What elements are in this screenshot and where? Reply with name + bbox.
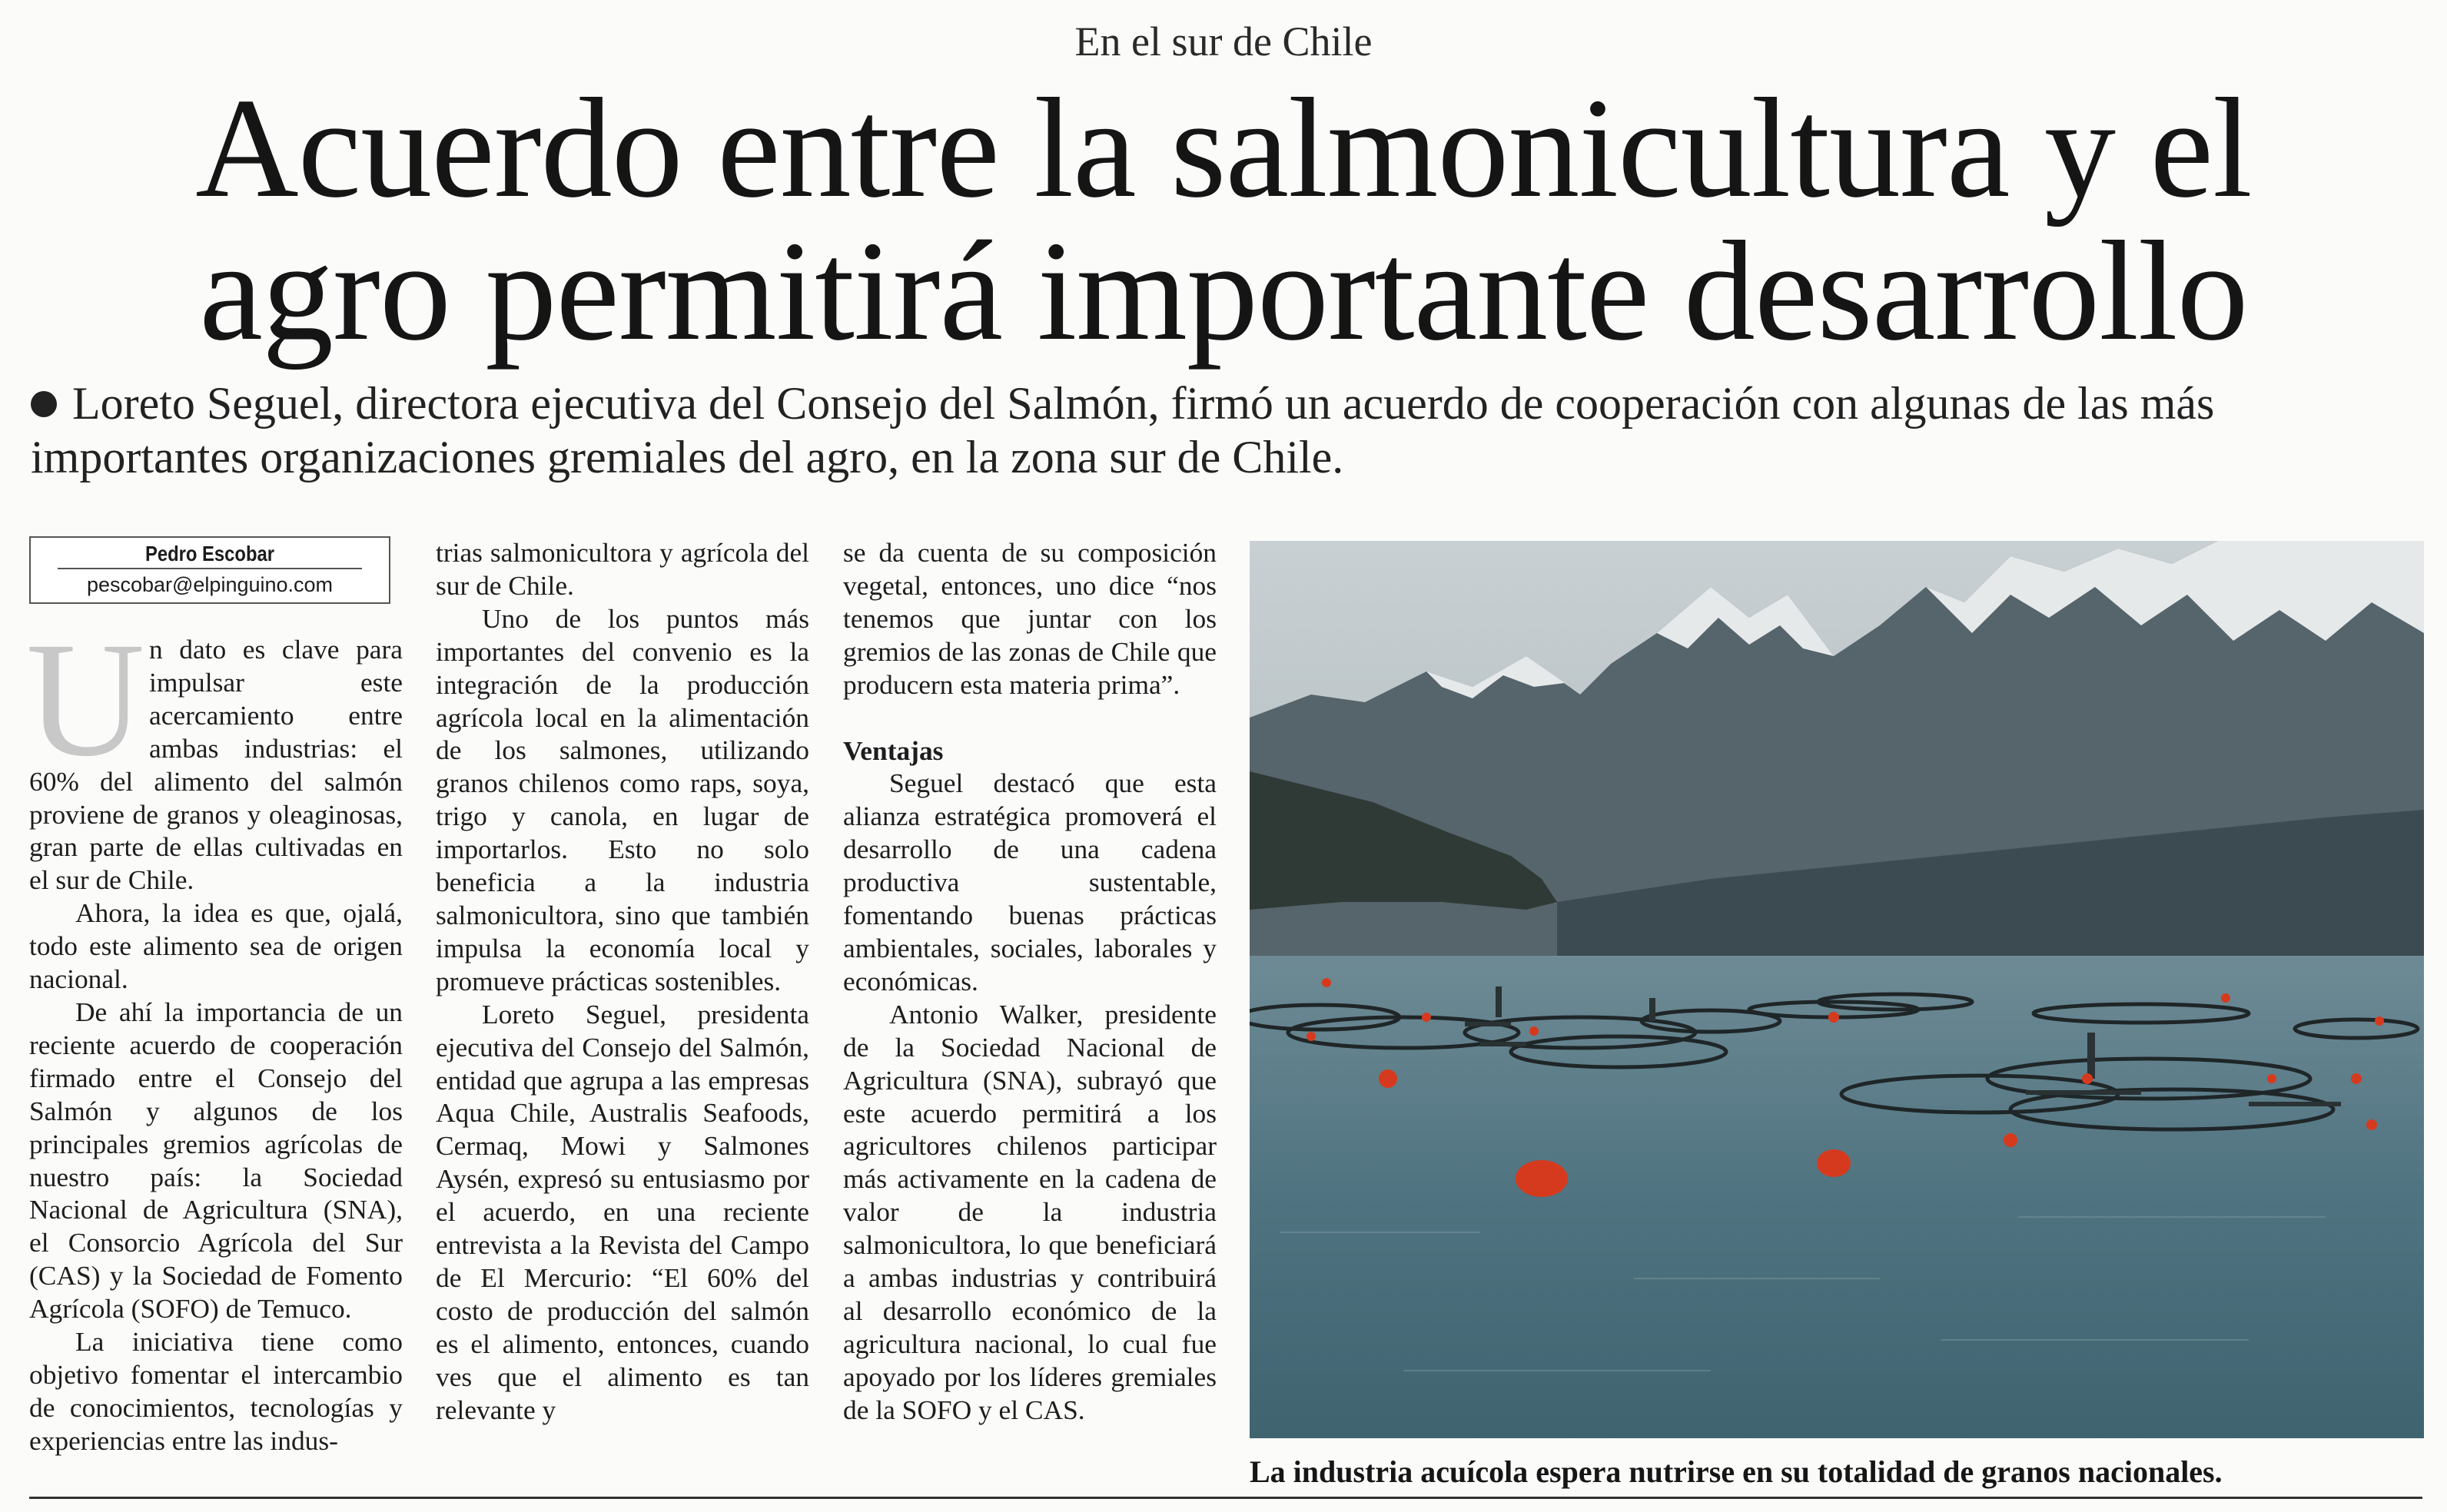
paragraph: La iniciativa tiene como objetivo fomentar el intercambio de conocimientos, tecnologías y experiencias entre las indus- <box>29 1326 403 1456</box>
drop-cap: U <box>26 608 145 791</box>
paragraph: trias salmonicultora y agrícola del sur de Chile. <box>436 537 809 601</box>
lead-summary <box>31 376 2421 484</box>
author-email[interactable]: pescobar@elpinguino.com <box>86 573 334 596</box>
article-column-2 <box>436 536 809 1426</box>
author-name: Pedro Escobar <box>58 538 362 569</box>
paragraph: Seguel destacó que esta alianza estratégica promoverá el desarrollo de una cadena productiva sustentable, fomentando buenas prácticas ambientales, sociales, laborales y económicas. <box>843 768 1217 996</box>
paragraph: Uno de los puntos más importantes del convenio es la integración de la producción agrícola local en la alimentación de los salmones, utilizando granos chilenos como raps, soya, trigo y canola, en lugar de importarlos. Esto no solo beneficia a la industria salmonicultora, sino que también impulsa la economía local y promueve prácticas sostenibles. <box>436 602 809 996</box>
lead-text: Loreto Seguel, directora ejecutiva del Consejo del Salmón, firmó un acuerdo de cooperación con algunas de las más importantes organizaciones gremiales del agro, en la zona sur de Chile. <box>31 378 2215 482</box>
section-subhead: Ventajas <box>843 734 944 766</box>
headline-line-2: agro permitirá importante desarrollo <box>199 212 2248 370</box>
bottom-rule <box>29 1497 2422 1499</box>
byline-box <box>29 536 390 604</box>
paragraph: De ahí la importancia de un reciente acuerdo de cooperación firmado entre el Consejo del Salmón y algunos de los principales gremios agrícolas de nuestro país: la Sociedad Nacional de Agricultura (SNA), el Consorcio Agrícola del Sur (CAS) y la Sociedad de Fomento Agrícola (SOFO) de Temuco. <box>29 996 403 1325</box>
paragraph: n dato es clave para impulsar este acercamiento entre ambas industrias: el 60% del alimento del salmón proviene de granos y oleaginosas, gran parte de ellas cultivadas en el sur de Chile. <box>29 634 403 896</box>
salmon-farm-photo <box>1250 541 2424 1438</box>
paragraph: se da cuenta de su composición vegetal, entonces, uno dice “nos tenemos que juntar con los gremios de las zonas de Chile que producern esta materia prima”. <box>843 537 1217 700</box>
paragraph: Loreto Seguel, presidenta ejecutiva del Consejo del Salmón, entidad que agrupa a las empresas Aqua Chile, Australis Seafoods, Cermaq, Mowi y Salmones Aysén, expresó su entusiasmo por el acuerdo, en una reciente entrevista a la Revista del Campo de El Mercurio: “El 60% del costo de producción del salmón es el alimento, entonces, cuando ves que el alimento es tan relevante y <box>436 998 809 1425</box>
sea <box>1250 956 2424 1438</box>
photo-caption: La industria acuícola espera nutrirse en su totalidad de granos nacionales. <box>1250 1454 2223 1489</box>
bullet-icon <box>31 391 57 417</box>
headline-line-1: Acuerdo entre la salmonicultura y el <box>195 69 2252 227</box>
headline <box>46 69 2401 370</box>
paragraph: Antonio Walker, presidente de la Sociedad Nacional de Agricultura (SNA), subrayó que este acuerdo permitirá a los agricultores chilenos participar más activamente en la cadena de valor de la industria salmonicultora, lo que beneficiará a ambas industrias y contribuirá al desarrollo económico de la agricultura nacional, lo cual fue apoyado por los líderes gremiales de la SOFO y el CAS. <box>843 998 1217 1425</box>
article-column-3 <box>843 536 1217 1427</box>
kicker: En el sur de Chile <box>1074 18 1373 65</box>
salmon-farm-illustration <box>1250 541 2424 1438</box>
article-column-1 <box>26 608 403 1457</box>
paragraph: Ahora, la idea es que, ojalá, todo este alimento sea de origen nacional. <box>29 897 403 995</box>
